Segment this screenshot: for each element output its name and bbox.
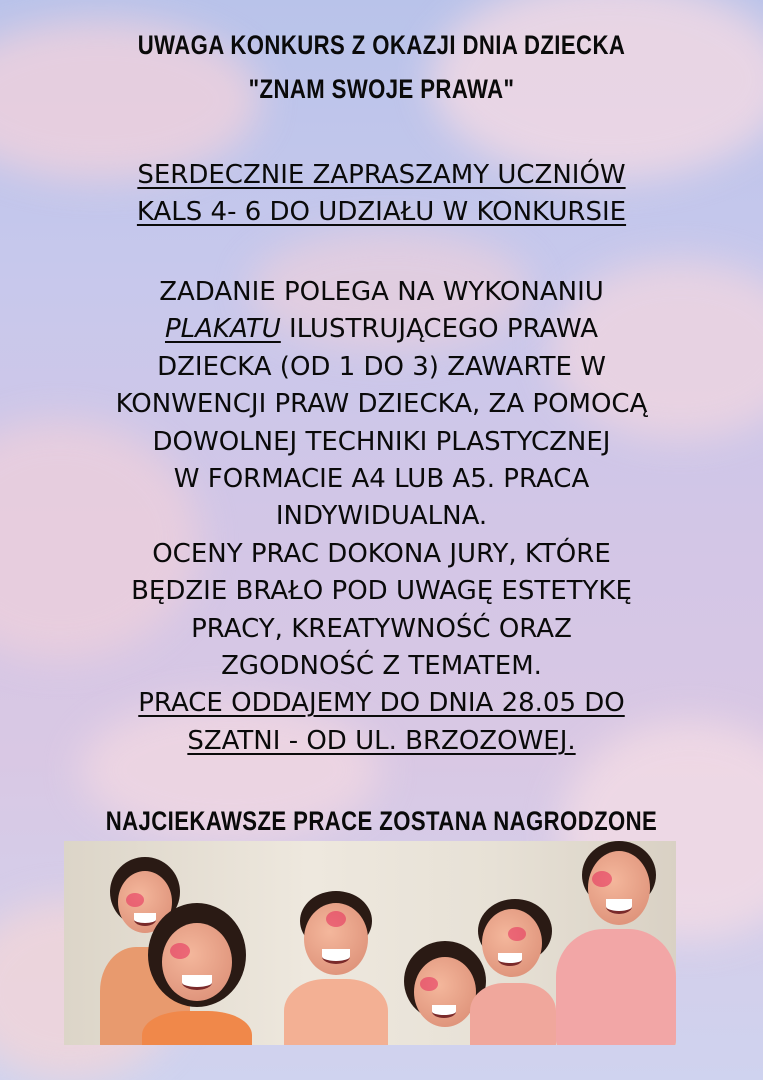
prize-announcement: NAJCIEKAWSZE PRACE ZOSTANA NAGRODZONE	[105, 806, 658, 836]
invitation-line: SERDECZNIE ZAPRASZAMY UCZNIÓW	[137, 160, 626, 190]
invitation	[40, 157, 723, 232]
task-line: ZADANIE POLEGA NA WYKONANIU	[159, 277, 604, 307]
deadline-location: SZATNI - OD UL. BRZOZOWEJ.	[187, 725, 576, 756]
child-figure	[142, 903, 252, 1045]
jury-line: ZGODNOŚĆ Z TEMATEM.	[221, 651, 542, 682]
child-figure	[276, 891, 396, 1045]
task-line: DZIECKA (OD 1 DO 3) ZAWARTE W	[157, 351, 606, 382]
jury-line: BĘDZIE BRAŁO POD UWAGĘ ESTETYKĘ	[131, 576, 632, 607]
contest-name: "ZNAM SWOJE PRAWA"	[248, 74, 515, 104]
children-photo	[64, 841, 676, 1045]
poster-title: UWAGA KONKURS Z OKAZJI DNIA DZIECKA	[137, 30, 626, 60]
invitation-line: KALS 4- 6 DO UDZIAŁU W KONKURSIE	[136, 197, 627, 228]
task-description	[40, 274, 723, 760]
task-line: KONWENCJI PRAW DZIECKA, ZA POMOCĄ	[115, 389, 648, 420]
task-line	[40, 311, 723, 348]
poster-keyword: PLAKATU	[164, 314, 281, 345]
jury-line: OCENY PRAC DOKONA JURY, KTÓRE	[152, 538, 611, 569]
jury-line: PRACY, KREATYWNOŚĆ ORAZ	[191, 613, 572, 644]
task-line-rest: ILUSTRUJĄCEGO PRAWA	[280, 314, 599, 345]
task-line: W FORMACIE A4 LUB A5. PRACA	[173, 464, 590, 495]
deadline-line	[40, 723, 723, 760]
child-figure	[536, 841, 676, 1045]
task-line: DOWOLNEJ TECHNIKI PLASTYCZNEJ	[152, 426, 611, 457]
deadline-line	[40, 685, 723, 722]
deadline-text: PRACE ODDAJEMY DO DNIA 28.05 DO	[138, 688, 625, 719]
task-line: INDYWIDUALNA.	[275, 501, 488, 532]
